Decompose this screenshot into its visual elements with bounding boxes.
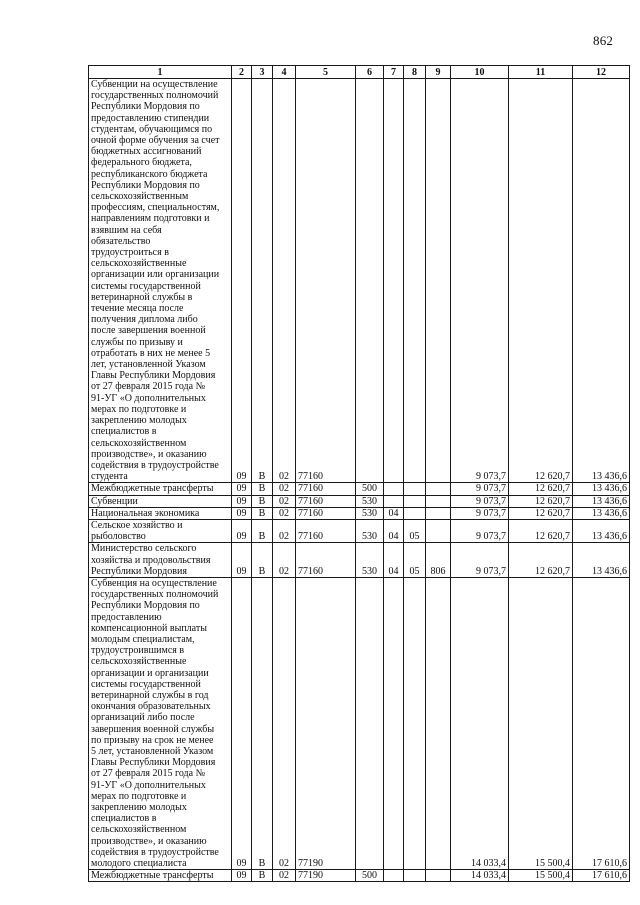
cell-col4: 02 bbox=[273, 79, 296, 483]
row-description: Субвенции bbox=[89, 495, 232, 507]
cell-col11: 12 620,7 bbox=[509, 519, 573, 542]
cell-col4: 02 bbox=[273, 543, 296, 578]
cell-col3: В bbox=[252, 577, 273, 869]
cell-col12: 13 436,6 bbox=[573, 483, 630, 495]
cell-col2: 09 bbox=[232, 870, 252, 882]
cell-col11: 12 620,7 bbox=[509, 495, 573, 507]
cell-col7 bbox=[384, 483, 404, 495]
cell-col10: 9 073,7 bbox=[451, 495, 509, 507]
cell-col11: 12 620,7 bbox=[509, 507, 573, 519]
column-header: 9 bbox=[426, 66, 451, 79]
cell-col6 bbox=[356, 577, 384, 869]
row-description: Межбюджетные трансферты bbox=[89, 483, 232, 495]
cell-col8: 05 bbox=[404, 519, 426, 542]
cell-col10: 9 073,7 bbox=[451, 483, 509, 495]
cell-col6: 500 bbox=[356, 483, 384, 495]
table-row bbox=[89, 507, 630, 519]
column-header: 3 bbox=[252, 66, 273, 79]
cell-col4: 02 bbox=[273, 483, 296, 495]
cell-col10: 14 033,4 bbox=[451, 870, 509, 882]
cell-col6 bbox=[356, 79, 384, 483]
cell-col11: 15 500,4 bbox=[509, 577, 573, 869]
column-header: 8 bbox=[404, 66, 426, 79]
cell-col9 bbox=[426, 507, 451, 519]
cell-col12: 13 436,6 bbox=[573, 79, 630, 483]
cell-col9 bbox=[426, 79, 451, 483]
cell-col2: 09 bbox=[232, 483, 252, 495]
table-header-row bbox=[89, 66, 630, 79]
cell-col8: 05 bbox=[404, 543, 426, 578]
cell-col5: 77160 bbox=[296, 519, 356, 542]
cell-col3: В bbox=[252, 519, 273, 542]
row-description: Межбюджетные трансферты bbox=[89, 870, 232, 882]
cell-col4: 02 bbox=[273, 577, 296, 869]
cell-col7 bbox=[384, 870, 404, 882]
row-description: Субвенции на осуществление государственных полномочий Республики Мордовия по предоставлению стипендии студентам, обучающимся по очной форме обучения за счет бюджетных ассигнований федерального бюджета, республиканского бюджета Республики Мордовия по сельскохозяйственным профессиям, специальностям, направлениям подготовки и взявшим на себя обязательство трудоустроиться в сельскохозяйственные организации или организации системы государственной ветеринарной службы в течение месяца после получения диплома либо после завершения военной службы по призыву и отработать в них не менее 5 лет, установленной Указом Главы Республики Мордовия от 27 февраля 2015 года № 91-УГ «О дополнительных мерах по подготовке и закреплению молодых специалистов в сельскохозяйственном производстве», и оказанию содействия в трудоустройстве студента bbox=[89, 79, 232, 483]
cell-col5: 77160 bbox=[296, 507, 356, 519]
cell-col12: 13 436,6 bbox=[573, 543, 630, 578]
cell-col2: 09 bbox=[232, 495, 252, 507]
cell-col5: 77190 bbox=[296, 577, 356, 869]
column-header: 10 bbox=[451, 66, 509, 79]
cell-col7: 04 bbox=[384, 543, 404, 578]
cell-col9 bbox=[426, 495, 451, 507]
cell-col10: 9 073,7 bbox=[451, 79, 509, 483]
cell-col5: 77160 bbox=[296, 79, 356, 483]
cell-col9: 806 bbox=[426, 543, 451, 578]
cell-col3: В bbox=[252, 483, 273, 495]
row-description: Министерство сельского хозяйства и продовольствия Республики Мордовия bbox=[89, 543, 232, 578]
cell-col5: 77160 bbox=[296, 543, 356, 578]
cell-col2: 09 bbox=[232, 79, 252, 483]
cell-col10: 9 073,7 bbox=[451, 519, 509, 542]
cell-col4: 02 bbox=[273, 519, 296, 542]
cell-col3: В bbox=[252, 507, 273, 519]
cell-col11: 12 620,7 bbox=[509, 543, 573, 578]
cell-col3: В bbox=[252, 870, 273, 882]
cell-col8 bbox=[404, 870, 426, 882]
table-row bbox=[89, 543, 630, 578]
cell-col9 bbox=[426, 870, 451, 882]
cell-col5: 77160 bbox=[296, 495, 356, 507]
cell-col5: 77160 bbox=[296, 483, 356, 495]
cell-col8 bbox=[404, 507, 426, 519]
budget-table bbox=[88, 65, 630, 882]
row-description: Субвенция на осуществление государственных полномочий Республики Мордовия по предоставлению компенсационной выплаты молодым специалистам, трудоустроившимся в сельскохозяйственные организации и организации системы государственной ветеринарной службы в год окончания образовательных организаций либо после завершения военной службы по призыву на срок не менее 5 лет, установленной Указом Главы Республики Мордовия от 27 февраля 2015 года № 91-УГ «О дополнительных мерах по подготовке и закреплению молодых специалистов в сельскохозяйственном производстве», и оказанию содействия в трудоустройстве молодого специалиста bbox=[89, 577, 232, 869]
table-row bbox=[89, 483, 630, 495]
cell-col4: 02 bbox=[273, 495, 296, 507]
table-row bbox=[89, 870, 630, 882]
cell-col6: 530 bbox=[356, 519, 384, 542]
cell-col11: 12 620,7 bbox=[509, 79, 573, 483]
column-header: 4 bbox=[273, 66, 296, 79]
cell-col5: 77190 bbox=[296, 870, 356, 882]
cell-col11: 15 500,4 bbox=[509, 870, 573, 882]
table-row bbox=[89, 79, 630, 483]
cell-col12: 13 436,6 bbox=[573, 507, 630, 519]
cell-col2: 09 bbox=[232, 543, 252, 578]
cell-col10: 9 073,7 bbox=[451, 507, 509, 519]
cell-col10: 9 073,7 bbox=[451, 543, 509, 578]
cell-col7: 04 bbox=[384, 507, 404, 519]
column-header: 12 bbox=[573, 66, 630, 79]
cell-col6: 530 bbox=[356, 495, 384, 507]
cell-col2: 09 bbox=[232, 577, 252, 869]
cell-col2: 09 bbox=[232, 507, 252, 519]
row-description: Национальная экономика bbox=[89, 507, 232, 519]
cell-col8 bbox=[404, 483, 426, 495]
cell-col10: 14 033,4 bbox=[451, 577, 509, 869]
table-row bbox=[89, 519, 630, 542]
column-header: 6 bbox=[356, 66, 384, 79]
cell-col12: 13 436,6 bbox=[573, 495, 630, 507]
cell-col9 bbox=[426, 577, 451, 869]
column-header: 7 bbox=[384, 66, 404, 79]
cell-col4: 02 bbox=[273, 507, 296, 519]
cell-col3: В bbox=[252, 495, 273, 507]
cell-col6: 530 bbox=[356, 543, 384, 578]
cell-col6: 500 bbox=[356, 870, 384, 882]
cell-col3: В bbox=[252, 79, 273, 483]
cell-col8 bbox=[404, 577, 426, 869]
column-header: 2 bbox=[232, 66, 252, 79]
table-row bbox=[89, 577, 630, 869]
cell-col3: В bbox=[252, 543, 273, 578]
cell-col6: 530 bbox=[356, 507, 384, 519]
cell-col7 bbox=[384, 79, 404, 483]
column-header: 1 bbox=[89, 66, 232, 79]
cell-col9 bbox=[426, 519, 451, 542]
cell-col2: 09 bbox=[232, 519, 252, 542]
column-header: 5 bbox=[296, 66, 356, 79]
table-row bbox=[89, 495, 630, 507]
cell-col8 bbox=[404, 79, 426, 483]
cell-col12: 13 436,6 bbox=[573, 519, 630, 542]
cell-col12: 17 610,6 bbox=[573, 870, 630, 882]
row-description: Сельское хозяйство и рыболовство bbox=[89, 519, 232, 542]
cell-col7 bbox=[384, 495, 404, 507]
cell-col9 bbox=[426, 483, 451, 495]
cell-col12: 17 610,6 bbox=[573, 577, 630, 869]
cell-col4: 02 bbox=[273, 870, 296, 882]
page-number: 862 bbox=[593, 33, 614, 48]
cell-col7: 04 bbox=[384, 519, 404, 542]
column-header: 11 bbox=[509, 66, 573, 79]
cell-col11: 12 620,7 bbox=[509, 483, 573, 495]
cell-col8 bbox=[404, 495, 426, 507]
cell-col7 bbox=[384, 577, 404, 869]
